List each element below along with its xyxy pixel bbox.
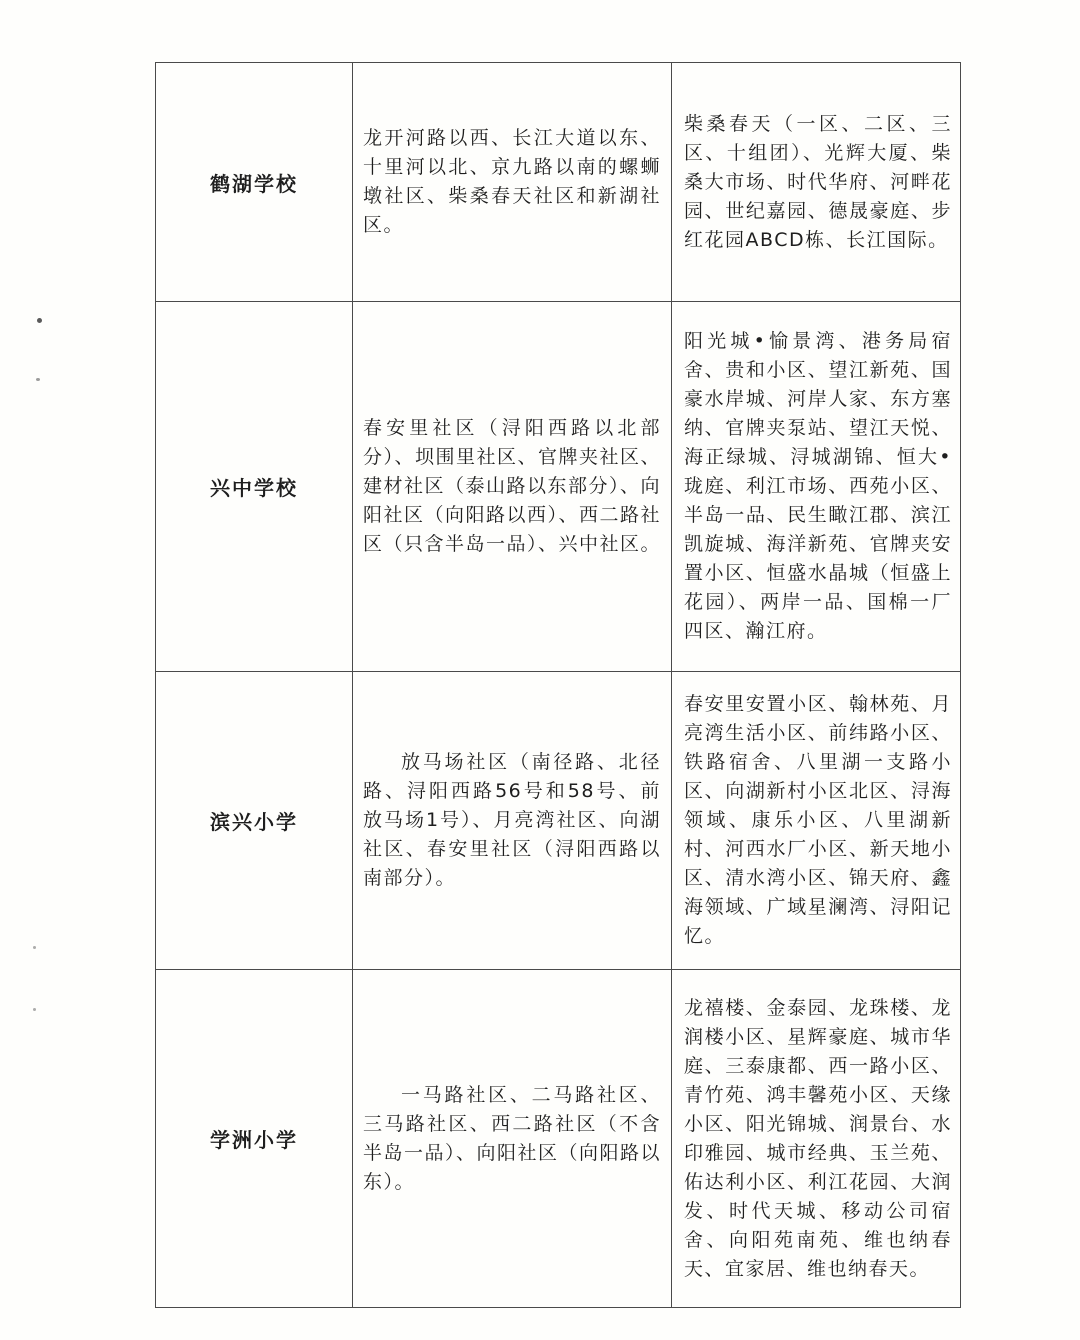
table-row [156,63,961,302]
residential-estates-cell: 柴桑春天（一区、二区、三区、十组团）、光辉大厦、柴桑大市场、时代华府、河畔花园、世纪嘉园、德晟豪庭、步红花园ABCD栋、长江国际。 [672,63,961,302]
scan-speck [33,1008,36,1011]
school-name-cell: 滨兴小学 [156,672,353,970]
school-name-cell: 学洲小学 [156,970,353,1308]
table-row [156,970,961,1308]
residential-estates-cell: 阳光城•愉景湾、港务局宿舍、贵和小区、望江新苑、国豪水岸城、河岸人家、东方塞纳、官牌夹泵站、望江天悦、海正绿城、浔城湖锦、恒大•珑庭、利江市场、西苑小区、半岛一品、民生瞰江郡、滨江凯旋城、海洋新苑、官牌夹安置小区、恒盛水晶城（恒盛上花园）、两岸一品、国棉一厂四区、瀚江府。 [672,302,961,672]
residential-estates-cell: 春安里安置小区、翰林苑、月亮湾生活小区、前纬路小区、铁路宿舍、八里湖一支路小区、向湖新村小区北区、浔海领域、康乐小区、八里湖新村、河西水厂小区、新天地小区、清水湾小区、锦天府、鑫海领域、广域星澜湾、浔阳记忆。 [672,672,961,970]
scan-speck [36,378,40,381]
community-area-cell: 放马场社区（南径路、北径路、浔阳西路56号和58号、前放马场1号）、月亮湾社区、向湖社区、春安里社区（浔阳西路以南部分）。 [353,672,672,970]
table-row [156,302,961,672]
scan-speck [37,318,42,323]
school-name-cell: 鹤湖学校 [156,63,353,302]
community-area-cell: 一马路社区、二马路社区、三马路社区、西二路社区（不含半岛一品）、向阳社区（向阳路以东）。 [353,970,672,1308]
table-row [156,672,961,970]
school-zone-table [155,62,961,1308]
scan-speck [33,946,36,949]
residential-estates-cell: 龙禧楼、金泰园、龙珠楼、龙润楼小区、星辉豪庭、城市华庭、三泰康都、西一路小区、青竹苑、鸿丰馨苑小区、天缘小区、阳光锦城、润景台、水印雅园、城市经典、玉兰苑、佑达利小区、利江花园、大润发、时代天城、移动公司宿舍、向阳苑南苑、维也纳春天、宜家居、维也纳春天。 [672,970,961,1308]
community-area-cell: 春安里社区（浔阳西路以北部分）、坝围里社区、官牌夹社区、建材社区（泰山路以东部分）、向阳社区（向阳路以西）、西二路社区（只含半岛一品）、兴中社区。 [353,302,672,672]
community-area-cell: 龙开河路以西、长江大道以东、十里河以北、京九路以南的螺蛳墩社区、柴桑春天社区和新湖社区。 [353,63,672,302]
school-name-cell: 兴中学校 [156,302,353,672]
